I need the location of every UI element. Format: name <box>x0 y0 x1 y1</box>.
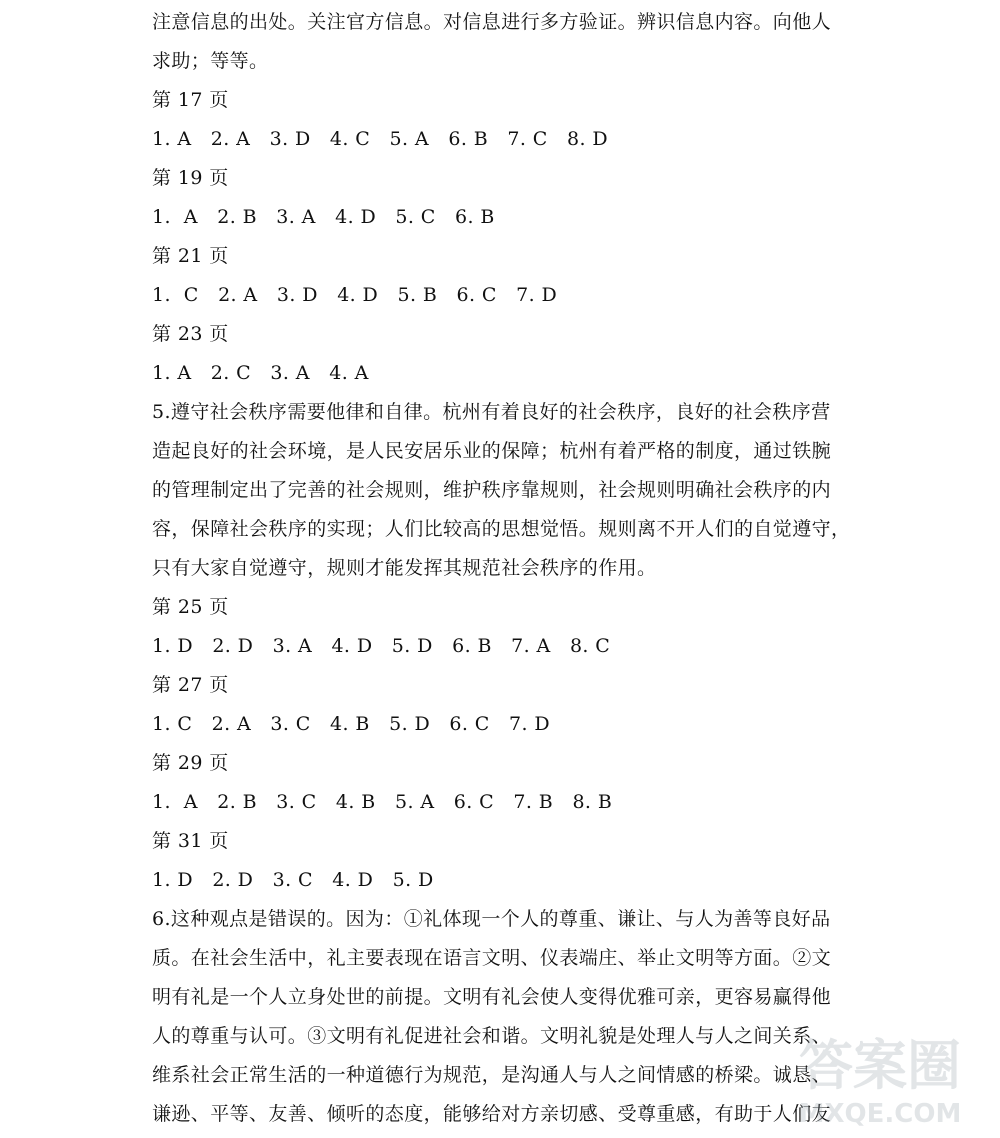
text-line: 容，保障社会秩序的实现；人们比较高的思想觉悟。规则离不开人们的自觉遵守， <box>152 518 851 540</box>
text-line: 维系社会正常生活的一种道德行为规范，是沟通人与人之间情感的桥梁。诚恳、 <box>152 1064 832 1086</box>
text-line: 人的尊重与认可。③文明有礼促进社会和谐。文明礼貌是处理人与人之间关系、 <box>152 1025 832 1047</box>
answer-line: 1. A 2. A 3. D 4. C 5. A 6. B 7. C 8. D <box>152 128 609 150</box>
page-heading: 第 21 页 <box>152 245 229 267</box>
answer-line: 1. C 2. A 3. D 4. D 5. B 6. C 7. D <box>152 284 558 306</box>
answer-line: 1. A 2. C 3. A 4. A <box>152 362 369 384</box>
page-heading: 第 23 页 <box>152 323 229 345</box>
page-heading: 第 19 页 <box>152 167 229 189</box>
text-line: 造起良好的社会环境，是人民安居乐业的保障；杭州有着严格的制度，通过铁腕 <box>152 440 832 462</box>
watermark-text: 答案圈 <box>799 1034 961 1097</box>
answer-line: 1. C 2. A 3. C 4. B 5. D 6. C 7. D <box>152 713 551 735</box>
answer-line: 1. A 2. B 3. C 4. B 5. A 6. C 7. B 8. B <box>152 791 613 813</box>
text-line: 只有大家自觉遵守，规则才能发挥其规范社会秩序的作用。 <box>152 557 657 579</box>
page-heading: 第 17 页 <box>152 89 229 111</box>
answer-line: 1. D 2. D 3. A 4. D 5. D 6. B 7. A 8. C <box>152 635 611 657</box>
text-line: 谦逊、平等、友善、倾听的态度，能够给对方亲切感、受尊重感，有助于人们友 <box>152 1103 832 1125</box>
page-heading: 第 31 页 <box>152 830 229 852</box>
page-heading: 第 25 页 <box>152 596 229 618</box>
page-heading: 第 29 页 <box>152 752 229 774</box>
text-line: 注意信息的出处。关注官方信息。对信息进行多方验证。辨识信息内容。向他人 <box>152 11 832 33</box>
answer-line: 1. D 2. D 3. C 4. D 5. D <box>152 869 434 891</box>
watermark-domain: MXQE.COM <box>798 1099 962 1129</box>
text-line: 5.遵守社会秩序需要他律和自律。杭州有着良好的社会秩序，良好的社会秩序营 <box>152 401 831 423</box>
text-line: 6.这种观点是错误的。因为：①礼体现一个人的尊重、谦让、与人为善等良好品 <box>152 908 831 930</box>
text-line: 求助；等等。 <box>152 50 269 72</box>
page-heading: 第 27 页 <box>152 674 229 696</box>
text-line: 质。在社会生活中，礼主要表现在语言文明、仪表端庄、举止文明等方面。②文 <box>152 947 832 969</box>
answer-line: 1. A 2. B 3. A 4. D 5. C 6. B <box>152 206 495 228</box>
text-line: 明有礼是一个人立身处世的前提。文明有礼会使人变得优雅可亲，更容易赢得他 <box>152 986 832 1008</box>
text-line: 的管理制定出了完善的社会规则，维护秩序靠规则，社会规则明确社会秩序的内 <box>152 479 832 501</box>
